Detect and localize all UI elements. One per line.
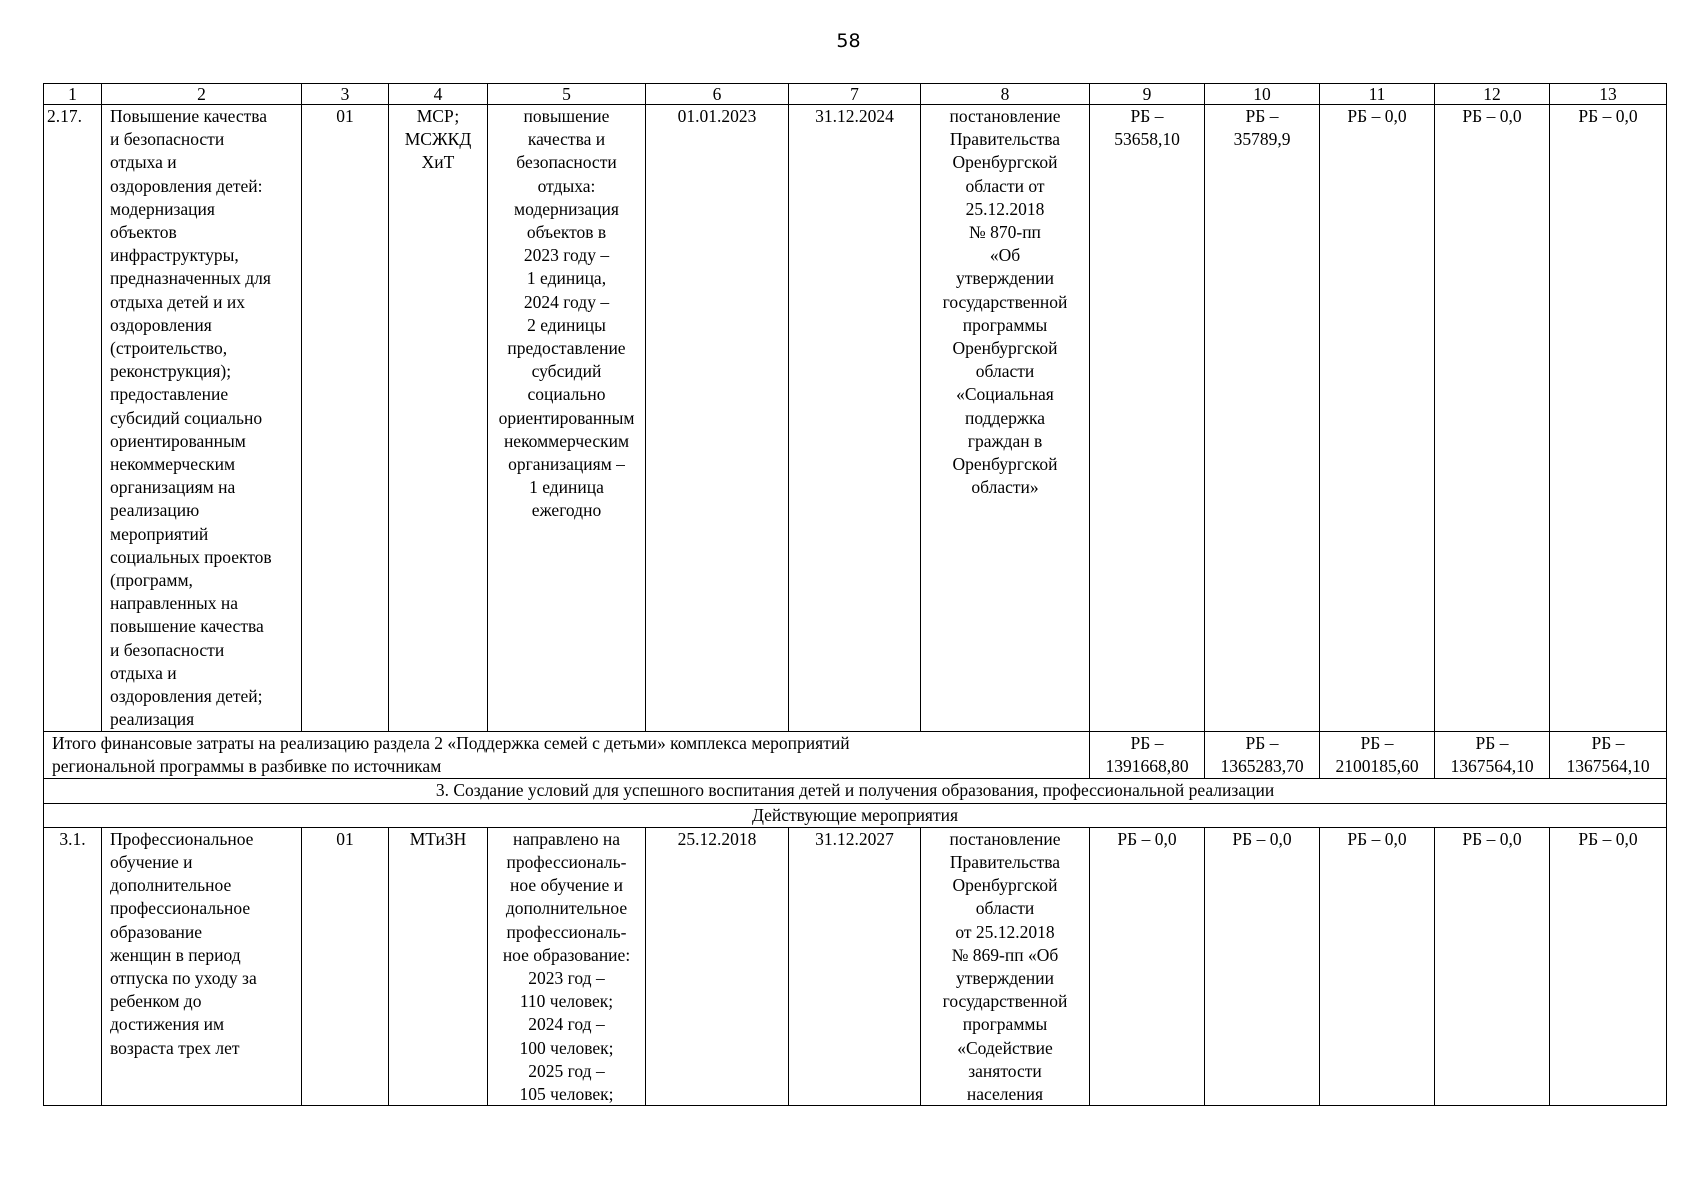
measure-start-date: 25.12.2018 bbox=[677, 828, 757, 849]
measure-name: Профессиональное обучение и дополнительное профессиональное образование женщин в период отпуска по уходу за ребенком до достижения им возраста трех лет bbox=[110, 828, 257, 1058]
column-number: 1 bbox=[44, 84, 102, 105]
column-number: 9 bbox=[1090, 84, 1205, 105]
funding-col-13: РБ – 0,0 bbox=[1578, 106, 1638, 126]
table-row-2-17 bbox=[44, 105, 1667, 732]
funding-col-9: РБ – 53658,10 bbox=[1114, 106, 1180, 150]
measure-name: Повышение качества и безопасности отдыха и оздоровления детей: модернизация объектов инфраструктуры, предназначенных для отдыха детей и их оздоровления (строительство, реконструкция); предоставление субсидий социально ориентированным некоммерческим организациям на реализацию мероприятий социальных проектов (программ, направленных на повышение качества и безопасности отдыха и оздоровления детей; реализация bbox=[110, 106, 272, 730]
measure-code: 01 bbox=[336, 828, 354, 849]
total-col-12: РБ – 1367564,10 bbox=[1435, 732, 1550, 779]
funding-col-9: РБ – 0,0 bbox=[1117, 828, 1177, 849]
measure-end-date: 31.12.2024 bbox=[815, 106, 894, 126]
measure-number: 3.1. bbox=[59, 828, 86, 849]
column-number-row bbox=[44, 84, 1667, 105]
section-total-label: Итого финансовые затраты на реализацию раздела 2 «Поддержка семей с детьми» комплекса мероприятий региональной программы в разбивке по источникам bbox=[44, 732, 1090, 779]
funding-col-10: РБ – 35789,9 bbox=[1233, 106, 1291, 150]
column-number: 10 bbox=[1205, 84, 1320, 105]
table-row-3-1 bbox=[44, 827, 1667, 1105]
column-number: 4 bbox=[389, 84, 488, 105]
total-col-11: РБ – 2100185,60 bbox=[1320, 732, 1435, 779]
column-number: 5 bbox=[488, 84, 646, 105]
section-title: 3. Создание условий для успешного воспитания детей и получения образования, профессиональной реализации bbox=[44, 779, 1667, 803]
measure-start-date: 01.01.2023 bbox=[677, 106, 757, 126]
column-number: 2 bbox=[102, 84, 302, 105]
page-number: 58 bbox=[836, 30, 861, 52]
column-number: 11 bbox=[1320, 84, 1435, 105]
measure-result: направлено на профессиональ- ное обучение и дополнительное профессиональ- ное образование: 2023 год – 110 человек; 2024 год – 100 человек; 2025 год – 105 человек; bbox=[502, 828, 631, 1105]
subsection-title: Действующие мероприятия bbox=[44, 803, 1667, 827]
column-number: 8 bbox=[921, 84, 1090, 105]
measure-legal-document: постановление Правительства Оренбургской области от 25.12.2018 № 869-пп «Об утверждении государственной программы «Содействие занятости населения bbox=[942, 828, 1068, 1105]
measure-end-date: 31.12.2027 bbox=[815, 828, 894, 849]
subsection-title-row bbox=[44, 803, 1667, 827]
total-col-10: РБ – 1365283,70 bbox=[1205, 732, 1320, 779]
measures-table bbox=[43, 83, 1667, 1106]
measure-executor: МСР; МСЖКД ХиТ bbox=[404, 106, 472, 173]
funding-col-12: РБ – 0,0 bbox=[1462, 106, 1522, 126]
column-number: 6 bbox=[646, 84, 789, 105]
funding-col-12: РБ – 0,0 bbox=[1462, 828, 1522, 849]
funding-col-11: РБ – 0,0 bbox=[1347, 828, 1407, 849]
column-number: 13 bbox=[1550, 84, 1667, 105]
measure-number: 2.17. bbox=[47, 106, 82, 126]
funding-col-10: РБ – 0,0 bbox=[1232, 828, 1292, 849]
column-number: 7 bbox=[789, 84, 921, 105]
section-title-row bbox=[44, 779, 1667, 803]
measure-result: повышение качества и безопасности отдыха: модернизация объектов в 2023 году – 1 единица, 2024 году – 2 единицы предоставление субсидий социально ориентированным некоммерческим организациям – 1 единица ежегодно bbox=[498, 106, 635, 521]
column-number: 12 bbox=[1435, 84, 1550, 105]
column-number: 3 bbox=[302, 84, 389, 105]
measure-executor: МТиЗН bbox=[409, 828, 467, 849]
measure-legal-document: постановление Правительства Оренбургской области от 25.12.2018 № 870-пп «Об утверждении государственной программы Оренбургской области «Социальная поддержка граждан в Оренбургской области» bbox=[942, 106, 1068, 498]
total-col-9: РБ – 1391668,80 bbox=[1090, 732, 1205, 779]
total-col-13: РБ – 1367564,10 bbox=[1550, 732, 1667, 779]
funding-col-13: РБ – 0,0 bbox=[1578, 828, 1638, 849]
measure-code: 01 bbox=[336, 106, 354, 126]
funding-col-11: РБ – 0,0 bbox=[1347, 106, 1407, 126]
section-total-row bbox=[44, 732, 1667, 779]
